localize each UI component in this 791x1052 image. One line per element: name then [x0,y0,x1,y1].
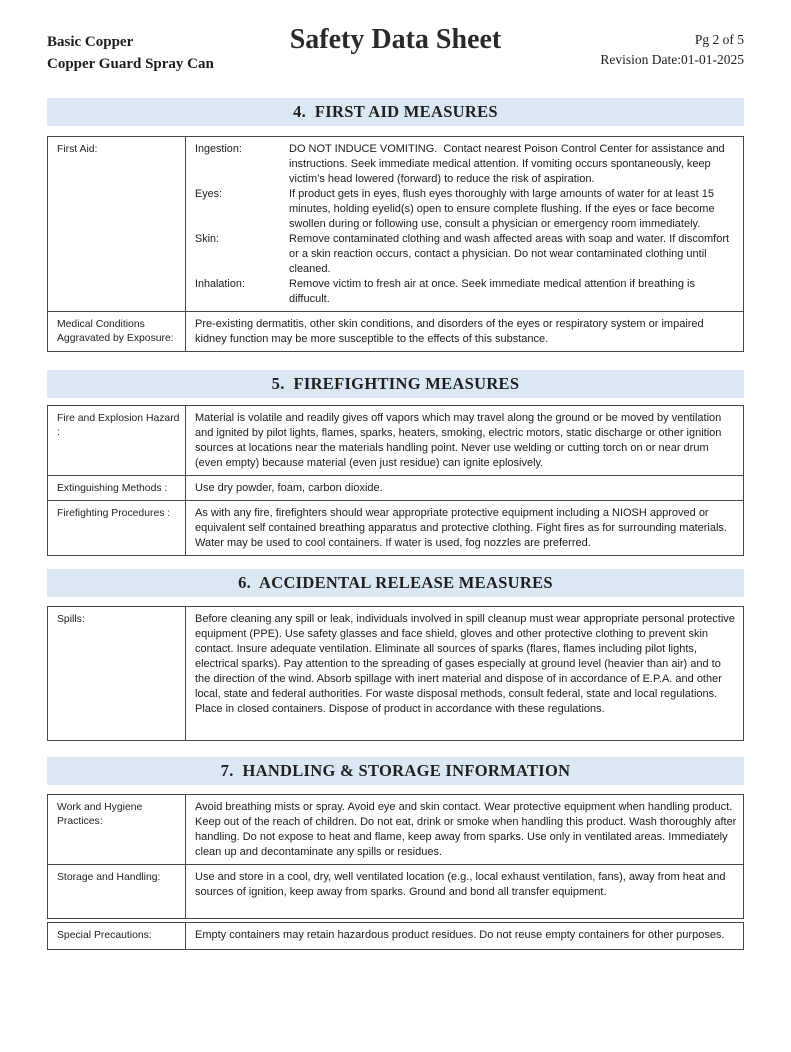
row-text: Avoid breathing mists or spray. Avoid eye and skin contact. Wear protective equipment when handling product. Keep out of the reach of children. Do not eat, drink or smoke when handling this product. Wash thoroughly after handling. Do not expose to heat and flame, keep away from sparks. Use only in ventilated areas. Immediately clean up and decontaminate any spills or residues. [195,801,737,858]
row-label: First Aid: [48,137,186,311]
sub-text: DO NOT INDUCE VOMITING. Contact nearest Poison Control Center for assistance and instructions. Seek immediate medical attention. If vomiting occurs spontaneously, keep victim’s head lowered (forward) to reduce the risk of aspiration. [289,143,725,185]
row-text: Use dry powder, foam, carbon dioxide. [195,482,383,494]
row-label: Extinguishing Methods : [48,476,186,500]
table-row-first-aid [48,137,743,311]
product-line-2: Copper Guard Spray Can [47,56,214,72]
sds-page [0,24,791,1052]
table-row-special-precautions [48,923,743,949]
page-meta-block [600,30,744,70]
table-row-work-hygiene [48,795,743,864]
section-header-firefighting: 5. FIREFIGHTING MEASURES [47,370,744,398]
sub-text: Remove contaminated clothing and wash affected areas with soap and water. If discomfort or a skin reaction occurs, contact a physician. Do not wear contaminated clothing until cleaned. [289,233,730,275]
sub-text: Remove victim to fresh air at once. Seek immediate medical attention if breathing is diffucult. [289,278,695,305]
sub-label: Skin: [195,233,220,245]
table-row-medical-conditions [48,311,743,351]
row-label: Spills: [48,607,186,740]
table-row-fire-explosion-hazard [48,406,743,475]
table-row-storage-handling [48,864,743,918]
document-header [47,24,744,78]
row-text: Before cleaning any spill or leak, individuals involved in spill cleanup must wear appropriate personal protective equipment (PPE). Use safety glasses and face shield, gloves and other protective clothing to prevent skin contact. Insure adequate ventilation. Eliminate all sources of sparks (flares, flames including pilot lights, electrical sparks). Pay attention to the spreading of gases especially at ground level (heavier than air) and to the direction of the wind. Absorb spillage with inert material and dispose of in accordance of E.P.A. and other local, state and federal authorities. For waste disposal methods, consult federal, state and local regulations. Place in closed containers. Dispose of product in accordance with these regulations. [195,613,735,715]
page-number: Pg 2 of 5 [694,32,744,47]
row-label: Special Precautions: [48,923,186,949]
revision-date: Revision Date:01-01-2025 [600,52,744,67]
table-row-extinguishing-methods [48,475,743,500]
row-label: Medical Conditions Aggravated by Exposure: [48,312,186,351]
table-row-firefighting-procedures [48,500,743,555]
row-text: Pre-existing dermatitis, other skin conditions, and disorders of the eyes or respiratory system or impaired kidney function may be more susceptible to the effects of this substance. [195,318,704,345]
row-label: Work and Hygiene Practices: [48,795,186,864]
product-line-1: Basic Copper [47,34,134,50]
first-aid-item-eyes [195,187,737,232]
row-label: Storage and Handling: [48,865,186,918]
sub-label: Eyes: [195,188,223,200]
row-label: Fire and Explosion Hazard : [48,406,186,475]
first-aid-table [47,136,744,352]
special-precautions-table [47,922,744,950]
handling-storage-table [47,794,744,919]
row-text: Use and store in a cool, dry, well ventilated location (e.g., local exhaust ventilation, fans), away from heat and sources of ignition, keep away from sparks. Ground and bond all transfer equipment. [195,871,726,898]
section-header-handling-storage: 7. HANDLING & STORAGE INFORMATION [47,757,744,785]
row-text: Empty containers may retain hazardous product residues. Do not reuse empty containers for other purposes. [195,929,725,941]
first-aid-items [186,137,743,311]
first-aid-item-skin [195,232,737,277]
first-aid-item-ingestion [195,142,737,187]
sub-text: If product gets in eyes, flush eyes thoroughly with large amounts of water for at least 15 minutes, holding eyelid(s) open to ensure complete flushing. If the eyes or face become swollen during or following use, consult a physician or emergency room immediately. [289,188,715,230]
accidental-release-table [47,606,744,741]
row-text: As with any fire, firefighters should wear appropriate protective equipment including a NIOSH approved or equivalent self contained breathing apparatus and protective clothing. Fight fires as for surrounding materials. Water may be used to cool containers. If water is used, fog nozzles are preferred. [195,507,727,549]
firefighting-table [47,405,744,556]
product-name-block [47,31,214,75]
sub-label: Inhalation: [195,278,245,290]
section-header-accidental-release: 6. ACCIDENTAL RELEASE MEASURES [47,569,744,597]
table-row-spills [48,607,743,740]
document-title: Safety Data Sheet [289,24,502,55]
row-text: Material is volatile and readily gives off vapors which may travel along the ground or be moved by ventilation and ignited by pilot lights, flames, sparks, heaters, smoking, electric motors, static discharge or other ignition sources at locations near the materials handling point. Never use welding or cutting torch on or near drum (even empty) because material (even just residue) can ignite eplosively. [195,412,722,469]
row-label: Firefighting Procedures : [48,501,186,555]
sub-label: Ingestion: [195,143,242,155]
section-header-first-aid: 4. FIRST AID MEASURES [47,98,744,126]
first-aid-item-inhalation [195,277,737,307]
